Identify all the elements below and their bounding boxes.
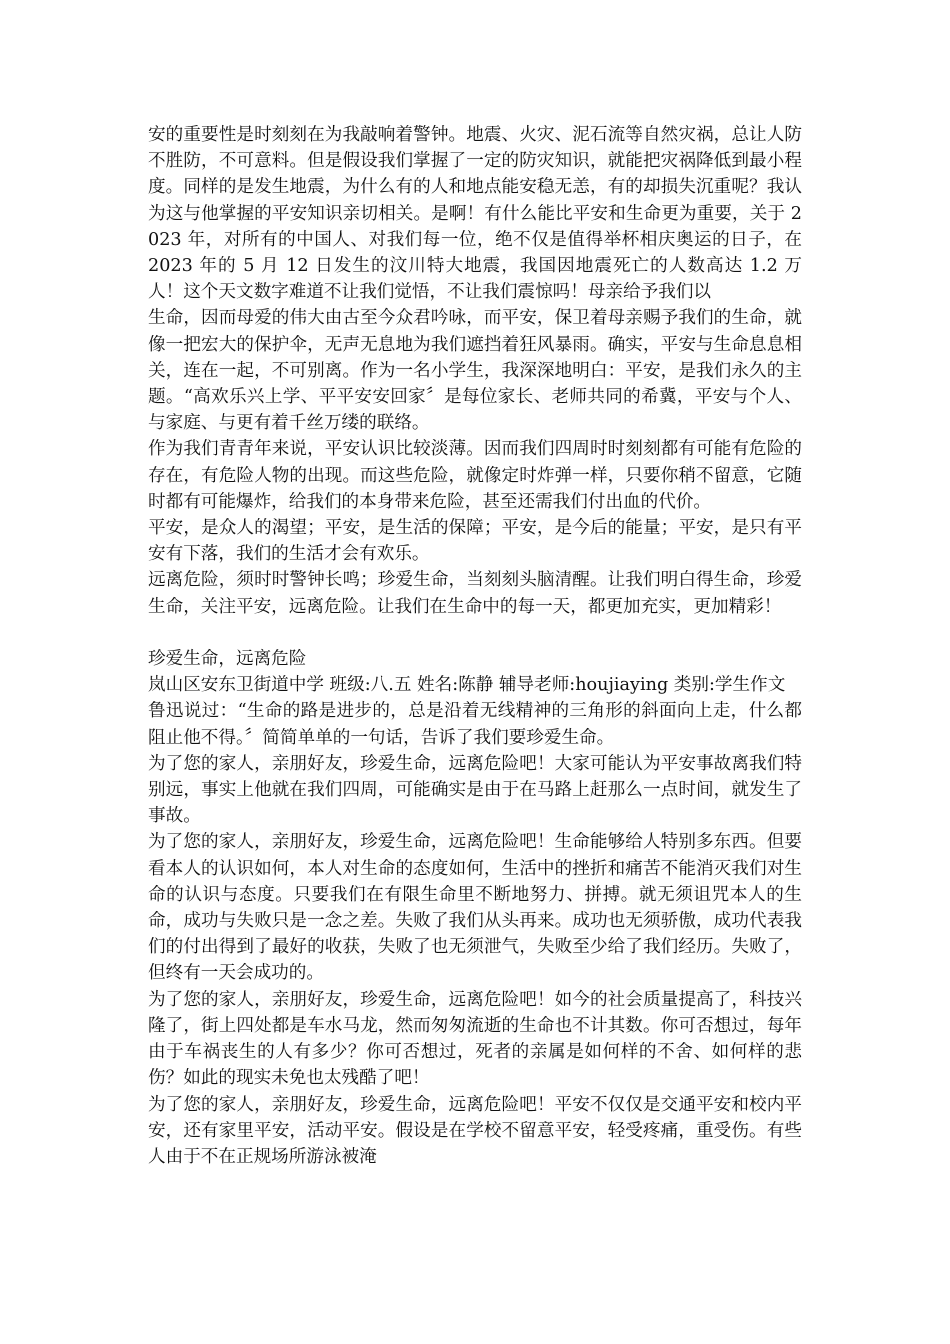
paragraph: 平安，是众人的渴望；平安，是生活的保障；平安，是今后的能量；平安，是只有平安有下落，我们的生活才会有欢乐。 (148, 518, 802, 565)
paragraph: 安的重要性是时刻刻在为我敲响着警钟。地震、火灾、泥石流等自然灾祸，总让人防不胜防，不可意料。但是假设我们掌握了一定的防灾知识，就能把灾祸降低到最小程度。同样的是发生地震，为什么有的人和地点能安稳无恙，有的却损失沉重呢？我认为这与他掌握的平安知识亲切相关。是啊！有什么能比平安和生命更为重要，关于 2023 年，对所有的中国人、对我们每一位，绝不仅是值得举杯相庆奥运的日子，在 2023 年的 5 月 12 日发生的汶川特大地震，我国因地震死亡的人数高达 1.2 万人！这个天文数字难道不让我们觉悟，不让我们震惊吗！母亲给予我们以 (148, 125, 802, 303)
paragraph: 为了您的家人，亲朋好友，珍爱生命，远离危险吧！如今的社会质量提高了，科技兴隆了，街上四处都是车水马龙，然而匆匆流逝的生命也不计其数。你可否想过，每年由于车祸丧生的人有多少？你可否想过，死者的亲属是如何样的不舍、如何样的悲伤？如此的现实未免也太残酷了吧！ (148, 989, 802, 1089)
paragraph: 作为我们青青年来说，平安认识比较淡薄。因而我们四周时时刻刻都有可能有危险的存在，有危险人物的出现。而这些危险，就像定时炸弹一样，只要你稍不留意，它随时都有可能爆炸，给我们的本身带来危险，甚至还需我们付出血的代价。 (148, 439, 802, 512)
paragraph: 为了您的家人，亲朋好友，珍爱生命，远离危险吧！平安不仅仅是交通平安和校内平安，还有家里平安，活动平安。假设是在学校不留意平安，轻受疼痛，重受伤。有些人由于不在正规场所游泳被淹 (148, 1094, 802, 1167)
document-page (148, 122, 802, 1170)
byline: 岚山区安东卫街道中学 班级:八.五 姓名:陈静 辅导老师:houjiaying 类别:学生作文 (148, 675, 786, 696)
paragraph: 为了您的家人，亲朋好友，珍爱生命，远离危险吧！大家可能认为平安事故离我们特别远，事实上他就在我们四周，可能确实是由于在马路上赶那么一点时间，就发生了事故。 (148, 753, 802, 827)
blank-line (148, 620, 802, 646)
paragraph: 生命，因而母爱的伟大由古至今众君吟咏，而平安，保卫着母亲赐予我们的生命，就像一把宏大的保护伞，无声无息地为我们遮挡着狂风暴雨。确实，平安与生命息息相关，连在一起，不可别离。作为一名小学生，我深深地明白：平安，是我们永久的主题。“高欢乐兴上学、平平安安回家〞是每位家长、老师共同的希冀，平安与个人、与家庭、与更有着千丝万缕的联络。 (148, 308, 802, 434)
article-title: 珍爱生命，远离危险 (148, 649, 307, 670)
paragraph: 远离危险，须时时警钟长鸣；珍爱生命，当刻刻头脑清醒。让我们明白得生命，珍爱生命，关注平安，远离危险。让我们在生命中的每一天，都更加充实，更加精彩！ (148, 570, 802, 617)
paragraph: 鲁迅说过：“生命的路是进步的，总是沿着无线精神的三角形的斜面向上走，什么都阻止他不得。〞简简单单的一句话，告诉了我们要珍爱生命。 (148, 701, 802, 748)
paragraph: 为了您的家人，亲朋好友，珍爱生命，远离危险吧！生命能够给人特别多东西。但要看本人的认识如何，本人对生命的态度如何，生活中的挫折和痛苦不能消灭我们对生命的认识与态度。只要我们在有限生命里不断地努力、拼搏。就无须诅咒本人的生命，成功与失败只是一念之差。失败了我们从头再来。成功也无须骄傲，成功代表我们的付出得到了最好的收获，失败了也无须泄气，失败至少给了我们经历。失败了，但终有一天会成功的。 (148, 832, 802, 984)
